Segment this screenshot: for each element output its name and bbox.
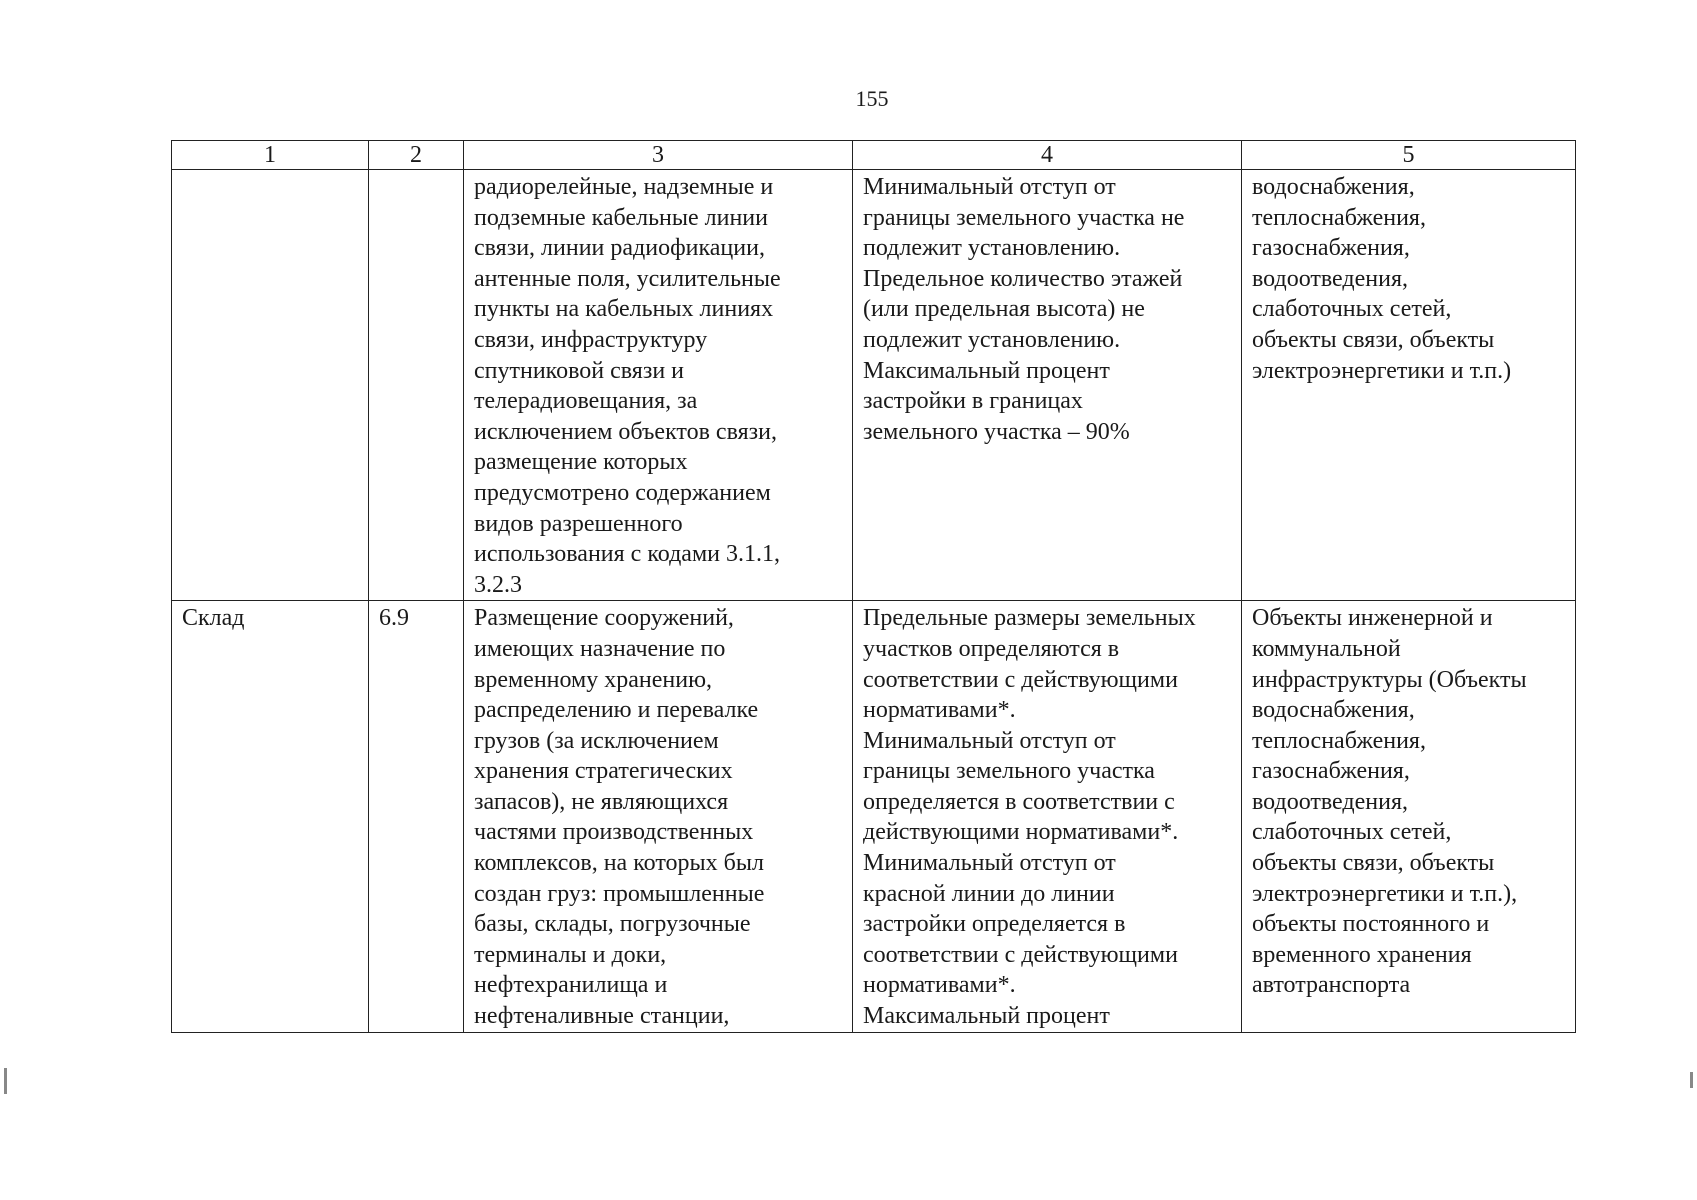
page-number: 155 — [855, 86, 889, 111]
auxiliary-uses-cell: Объекты инженерной и коммунальной инфраструктуры (Объекты водоснабжения, теплоснабжения, газоснабжения, водоотведения, слаботочных сетей, объекты связи, объекты электроэнергетики и т.п.), объекты постоянного и временного хранения автотранспорта — [1242, 601, 1576, 1032]
table-row — [172, 170, 1576, 601]
parameters-cell: Предельные размеры земельных участков определяются в соответствии с действующими нормативами*. Минимальный отступ от границы земельного участка определяется в соответствии с действующими нормативами*. Минимальный отступ от красной линии до линии застройки определяется в соответствии с действующими нормативами*. Максимальный процент — [853, 601, 1242, 1032]
parameters-cell: Минимальный отступ от границы земельного участка не подлежит установлению. Предельное количество этажей (или предельная высота) не подлежит установлению. Максимальный процент застройки в границах земельного участка – 90% — [853, 170, 1242, 601]
table-header-row — [172, 141, 1576, 170]
scan-margin-mark-left — [4, 1068, 7, 1094]
column-header-3: 3 — [464, 141, 853, 170]
column-header-4: 4 — [853, 141, 1242, 170]
use-type-description-cell: радиорелейные, надземные и подземные кабельные линии связи, линии радиофикации, антенные поля, усилительные пункты на кабельных линиях связи, инфраструктуру спутниковой связи и телерадиовещания, за исключением объектов связи, размещение которых предусмотрено содержанием видов разрешенного использования с кодами 3.1.1, 3.2.3 — [464, 170, 853, 601]
auxiliary-uses-cell: водоснабжения, теплоснабжения, газоснабжения, водоотведения, слаботочных сетей, объекты связи, объекты электроэнергетики и т.п.) — [1242, 170, 1576, 601]
use-type-code-cell: 6.9 — [369, 601, 464, 1032]
column-header-5: 5 — [1242, 141, 1576, 170]
regulations-table — [171, 140, 1576, 1033]
column-header-2: 2 — [369, 141, 464, 170]
use-type-description-cell: Размещение сооружений, имеющих назначение по временному хранению, распределению и перевалке грузов (за исключением хранения стратегических запасов), не являющихся частями производственных комплексов, на которых был создан груз: промышленные базы, склады, погрузочные терминалы и доки, нефтехранилища и нефтеналивные станции, — [464, 601, 853, 1032]
scan-margin-mark-right — [1690, 1072, 1693, 1088]
use-type-code-cell — [369, 170, 464, 601]
table-row — [172, 601, 1576, 1032]
column-header-1: 1 — [172, 141, 369, 170]
use-type-name-cell: Склад — [172, 601, 369, 1032]
use-type-name-cell — [172, 170, 369, 601]
